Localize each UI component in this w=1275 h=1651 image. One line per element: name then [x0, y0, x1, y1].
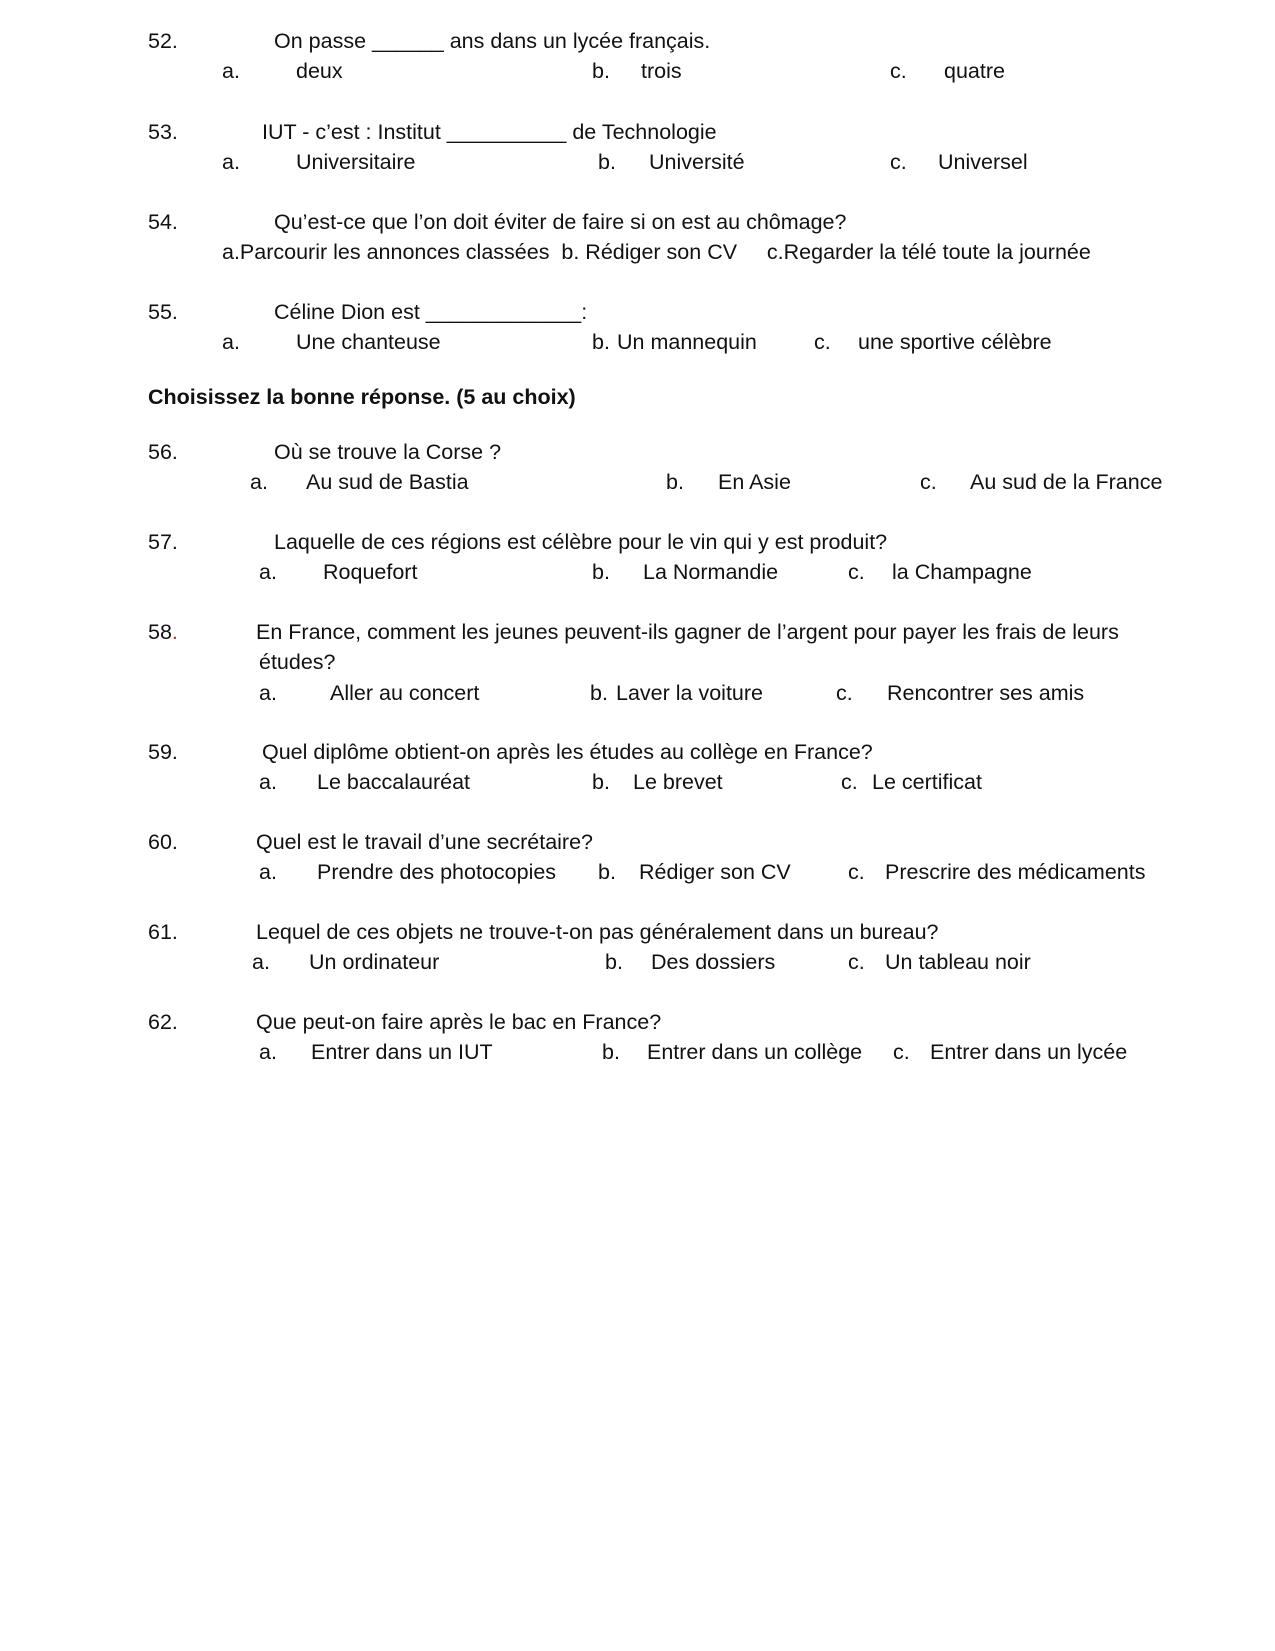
question-number: 53. [148, 120, 178, 144]
option-letter-b: b. [598, 860, 616, 884]
option-c[interactable]: une sportive célèbre [858, 330, 1052, 354]
option-a[interactable]: Le baccalauréat [317, 770, 470, 794]
question-text: IUT - c’est : Institut __________ de Technologie [262, 120, 717, 144]
option-a[interactable]: Prendre des photocopies [317, 860, 557, 884]
option-letter-b: b. [592, 59, 610, 83]
option-b[interactable]: trois [641, 59, 682, 83]
option-letter-a: a. [259, 860, 277, 884]
option-letter-a: a. [259, 681, 277, 705]
option-a[interactable]: Entrer dans un IUT [311, 1040, 493, 1064]
option-c[interactable]: Un tableau noir [885, 950, 1031, 974]
option-letter-a: a. [259, 1040, 277, 1064]
question-number: 62. [148, 1010, 178, 1034]
option-letter-b: b. [605, 950, 623, 974]
option-letter-a: a. [259, 770, 277, 794]
option-letter-a: a. [252, 950, 270, 974]
question-number: 57. [148, 530, 178, 554]
question-text-continued: études? [259, 650, 336, 674]
question-text: Où se trouve la Corse ? [274, 440, 502, 464]
option-b[interactable]: Université [649, 150, 745, 174]
option-a[interactable]: Universitaire [296, 150, 416, 174]
question-number: 54. [148, 210, 178, 234]
question-text: Laquelle de ces régions est célèbre pour le vin qui y est produit? [274, 530, 888, 554]
option-letter-a: a. [222, 59, 240, 83]
question-text: Qu’est-ce que l’on doit éviter de faire si on est au chômage? [274, 210, 847, 234]
question-number: 56. [148, 440, 178, 464]
option-a[interactable]: Au sud de Bastia [306, 470, 469, 494]
option-letter-a: a. [250, 470, 268, 494]
option-letter-c: c. [848, 950, 865, 974]
option-letter-c: c. [890, 150, 907, 174]
question-text: Lequel de ces objets ne trouve-t-on pas généralement dans un bureau? [256, 920, 939, 944]
option-b[interactable]: Entrer dans un collège [647, 1040, 863, 1064]
option-c[interactable]: quatre [944, 59, 1005, 83]
option-c[interactable]: Prescrire des médicaments [885, 860, 1146, 884]
option-c[interactable]: Universel [938, 150, 1028, 174]
option-letter-b: b. [592, 770, 610, 794]
option-letter-b: b. [666, 470, 684, 494]
option-letter-b: b. [592, 560, 610, 584]
option-letter-c: c. [920, 470, 937, 494]
question-number: 60. [148, 830, 178, 854]
option-a[interactable]: Une chanteuse [296, 330, 441, 354]
option-letter-c: c. [890, 59, 907, 83]
option-c[interactable]: Au sud de la France [970, 470, 1163, 494]
option-letter-b: b. [592, 330, 610, 354]
option-a[interactable]: Un ordinateur [309, 950, 440, 974]
option-letter-b: b. [598, 150, 616, 174]
option-c[interactable]: Le certificat [872, 770, 982, 794]
option-a[interactable]: Aller au concert [330, 681, 480, 705]
options-line[interactable]: a.Parcourir les annonces classées b. Rédiger son CV c.Regarder la télé toute la journée [222, 240, 1091, 264]
option-b[interactable]: La Normandie [643, 560, 779, 584]
option-c[interactable]: Rencontrer ses amis [887, 681, 1085, 705]
option-b[interactable]: Rédiger son CV [639, 860, 791, 884]
option-b[interactable]: Laver la voiture [616, 681, 763, 705]
option-letter-b: b. [590, 681, 608, 705]
option-letter-a: a. [222, 330, 240, 354]
option-letter-a: a. [259, 560, 277, 584]
option-letter-b: b. [602, 1040, 620, 1064]
option-b[interactable]: En Asie [718, 470, 791, 494]
question-number: 58. [148, 620, 178, 644]
option-letter-a: a. [222, 150, 240, 174]
option-letter-c: c. [848, 860, 865, 884]
question-text: Céline Dion est _____________: [274, 300, 588, 324]
option-letter-c: c. [836, 681, 853, 705]
option-b[interactable]: Un mannequin [617, 330, 757, 354]
question-text: On passe ______ ans dans un lycée français. [274, 29, 711, 53]
option-c[interactable]: la Champagne [892, 560, 1032, 584]
option-letter-c: c. [848, 560, 865, 584]
question-number: 55. [148, 300, 178, 324]
option-b[interactable]: Des dossiers [651, 950, 776, 974]
option-letter-c: c. [814, 330, 831, 354]
option-c[interactable]: Entrer dans un lycée [930, 1040, 1128, 1064]
question-number: 52. [148, 29, 178, 53]
option-letter-c: c. [841, 770, 858, 794]
option-a[interactable]: Roquefort [323, 560, 418, 584]
option-a[interactable]: deux [296, 59, 343, 83]
question-text: En France, comment les jeunes peuvent-ils gagner de l’argent pour payer les frais de leurs [256, 620, 1119, 644]
question-number: 59. [148, 740, 178, 764]
section-heading: Choisissez la bonne réponse. (5 au choix) [148, 385, 576, 409]
question-text: Quel est le travail d’une secrétaire? [256, 830, 594, 854]
option-b[interactable]: Le brevet [633, 770, 723, 794]
question-text: Quel diplôme obtient-on après les études au collège en France? [262, 740, 873, 764]
question-text: Que peut-on faire après le bac en France? [256, 1010, 662, 1034]
question-number: 61. [148, 920, 178, 944]
option-letter-c: c. [893, 1040, 910, 1064]
